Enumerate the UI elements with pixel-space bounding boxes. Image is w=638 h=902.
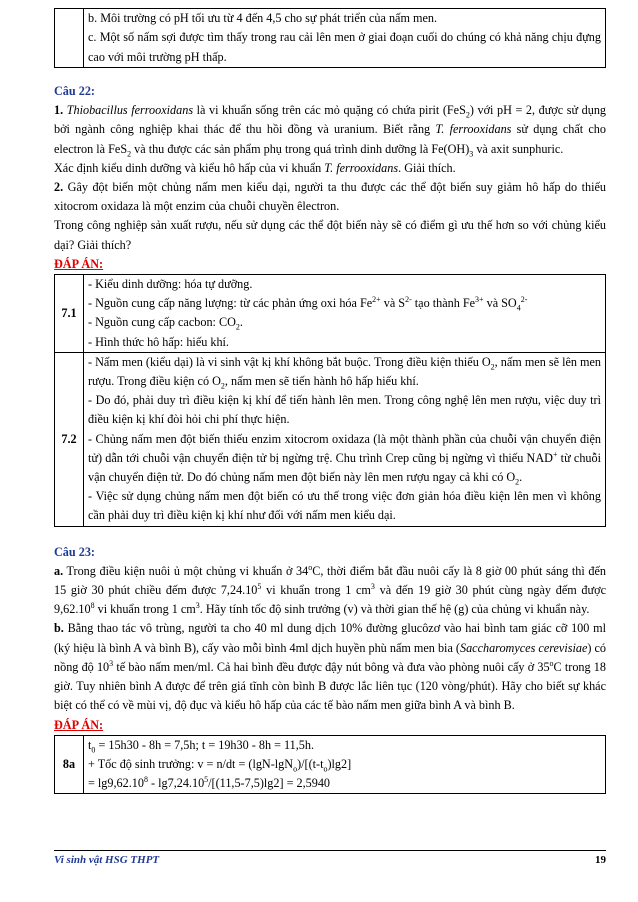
top-table-label-cell [55,9,84,68]
footer-title: Vi sinh vật HSG THPT [54,854,160,866]
row-content: $t_0 = 15h30 - 8h = 7,5h$; t = 19h30 - 8h = 11,5h. + Tốc độ sinh trưởng: $v = n/dt = (\lg N-\lg N_o)/[(t-t_o)\lg 2]$ = $\lg 9,62.10^8 - \lg 7,24.10^5/[(11,5-7,5)\lg 2] = 2,5940$ [84,735,606,794]
row-label: 8a [55,735,84,794]
table-row [55,352,606,526]
table-row [55,735,606,794]
row-label: 7.2 [55,352,84,526]
q23-title: Câu 23: [54,544,95,559]
row-content: - Kiểu dinh dưỡng: hóa tự dưỡng. - Nguồn cung cấp năng lượng: từ các phản ứng oxi hóa $Fe^{2+}$ và $S^{2-}$ tạo thành $Fe^{3+}$ và $SO_4^{2-}$ - Nguồn cung cấp cacbon: $CO_2$. - Hình thức hô hấp: hiếu khí. [84,275,606,353]
row-label: 7.1 [55,275,84,353]
q22-part2: 2. Gây đột biến một chủng nấm men kiểu dại, người ta thu được các thể đột biến suy giảm hô hấp do thiếu xitocrom oxidaza là một enzim của chuỗi chuyền êlectron. [54,180,606,214]
row-content: - Nấm men (kiểu dại) là vi sinh vật kị khí không bắt buộc. Trong điều kiện thiếu $O_2$, nấm men sẽ lên men rượu. Trong điều kiện có $O_2$, nấm men sẽ tiến hành hô hấp hiếu khí. - Do đó, phải duy trì điều kiện kị khí để tiến hành lên men. Trong công nghệ lên men rượu, việc duy trì điều kiện kị khí đòi hỏi chi phí thực hiện. - Chủng nấm men đột biến thiếu enzim xitocrom oxidaza (là một thành phần của chuỗi vận chuyển điện tử) dẫn tới chuỗi vận chuyển điện tử bị ngừng trệ. Chu trình Crep cũng bị ngừng vì thiếu NAD+ từ chuỗi vận chuyển điện tử. Do đó chủng nấm men đột biến này lên men rượu ngay cả khi có $O_2$. - Việc sử dụng chủng nấm men đột biến có ưu thế trong việc đơn giản hóa điều kiện lên men vì không cần phải duy trì điều kiện kị khí như đối với nấm men kiểu dại. [84,352,606,526]
page-number: 19 [595,854,606,866]
q23-part-b: b. Bằng thao tác vô trùng, người ta cho 40 ml dung dịch 10% đường glucôzơ vào hai bình tam giác cỡ 100 ml (ký hiệu là bình A và bình B), cấy vào mỗi bình 4ml dịch huyền phù nấm men bia (Saccharomyces cerevisiae) có nồng độ $10^3$ tế bào nấm men/ml. Cả hai bình đều được đậy nút bông và đưa vào phòng nuôi cấy ở 35$^o$C trong 18 giờ. Tuy nhiên bình A được để trên giá tĩnh còn bình B được lắc liên tục (120 vòng/phút). Hãy cho biết sự khác biệt có thể có về mùi vị, độ đục và kiểu hô hấp của các tế bào nấm men giữa bình A và bình B. [54,621,606,713]
q22-title: Câu 22: [54,84,95,98]
top-table-text-cell [84,9,606,68]
top-table [54,8,606,68]
q22-answer-label: ĐÁP ÁN: [54,256,104,271]
table-row [55,275,606,353]
top-table-line-b: b. Môi trường có pH tối ưu từ 4 đến 4,5 cho sự phát triển của nấm men. [88,11,438,26]
q23-part-a: a. Trong điều kiện nuôi ủ một chủng vi khuẩn ở 34$^o$C, thời điểm bắt đầu nuôi cấy là 8 giờ 00 phút sáng thì đến 15 giờ 30 phút chiều đếm được 7,24.10$^5$ vi khuẩn trong 1 $cm^3$ và đến 19 giờ 30 phút cùng ngày đếm được 9,62.10$^8$ vi khuẩn trong 1 $cm^3$. Hãy tính tốc độ sinh trưởng (v) và thời gian thế hệ (g) của chủng vi khuẩn này. [54,562,606,617]
q23-answer-label: ĐÁP ÁN: [54,717,104,732]
top-table-line-c: c. Một số nấm sợi được tìm thấy trong rau cải lên men ở giai đoạn cuối do chúng có khả năng chịu đựng cao với môi trường pH thấp. [88,30,601,64]
q23-answer-table [54,735,606,795]
q22-part2-question: Trong công nghiệp sản xuất rượu, nếu sử dụng các thể đột biến này sẽ có điểm gì ưu thế hơn so với chủng kiểu dại? Giải thích? [54,218,606,252]
q22-part1-question: Xác định kiểu dinh dưỡng và kiểu hô hấp của vi khuẩn T. ferrooxidans. Giải thích. [54,160,456,175]
page-footer [54,850,606,866]
q22-part1: 1. Thiobacillus ferrooxidans là vi khuẩn sống trên các mỏ quặng có chứa pirit (FeS$_2$) với pH = 2, được sử dụng bởi ngành công nghiệp khai thác để thu hồi đồng và uranium. Biết rằng T. ferrooxidans sử dụng chất cho electron là FeS$_2$ và thu được các sản phẩm phụ trong quá trình dinh dưỡng là $Fe(OH)_3$ và axit sunphuric. [54,103,607,159]
q22-answer-table [54,274,606,527]
page-content [54,8,606,794]
